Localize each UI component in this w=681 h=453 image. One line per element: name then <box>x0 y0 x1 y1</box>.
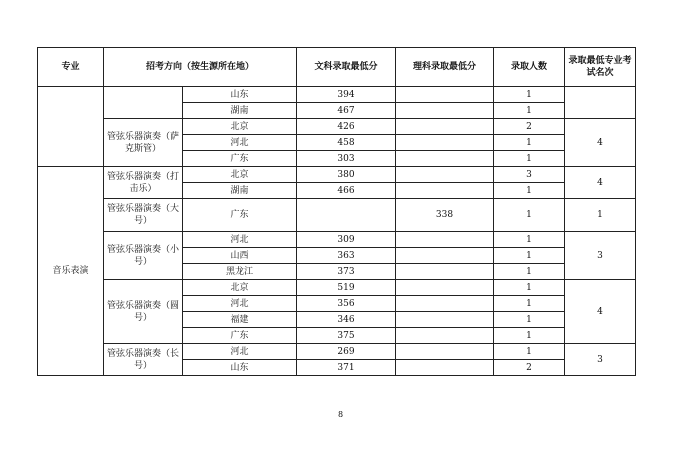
table-row <box>38 119 636 135</box>
table-row <box>38 344 636 360</box>
liberal-score-cell: 426 <box>297 119 396 135</box>
region-cell: 黑龙江 <box>183 264 297 280</box>
liberal-score-cell: 394 <box>297 87 396 103</box>
region-cell: 广东 <box>183 328 297 344</box>
science-score-cell <box>396 248 494 264</box>
science-score-cell <box>396 280 494 296</box>
rank-cell: 3 <box>565 344 636 376</box>
count-cell: 1 <box>494 312 565 328</box>
science-score-cell <box>396 360 494 376</box>
count-cell: 1 <box>494 199 565 232</box>
count-cell: 1 <box>494 151 565 167</box>
count-cell: 1 <box>494 280 565 296</box>
liberal-score-cell: 458 <box>297 135 396 151</box>
science-score-cell: 338 <box>396 199 494 232</box>
header-science-min: 理科录取最低分 <box>396 48 494 87</box>
count-cell: 1 <box>494 135 565 151</box>
science-score-cell <box>396 183 494 199</box>
liberal-score-cell: 346 <box>297 312 396 328</box>
region-cell: 山东 <box>183 360 297 376</box>
region-cell: 湖南 <box>183 103 297 119</box>
science-score-cell <box>396 135 494 151</box>
liberal-score-cell: 309 <box>297 232 396 248</box>
direction-cell: 管弦乐器演奏（萨克斯管） <box>104 119 183 167</box>
rank-cell-empty <box>565 87 636 119</box>
count-cell: 1 <box>494 328 565 344</box>
region-cell: 河北 <box>183 344 297 360</box>
liberal-score-cell: 466 <box>297 183 396 199</box>
table-row <box>38 232 636 248</box>
science-score-cell <box>396 103 494 119</box>
rank-cell: 3 <box>565 232 636 280</box>
direction-cell: 管弦乐器演奏（长号） <box>104 344 183 376</box>
region-cell: 北京 <box>183 119 297 135</box>
science-score-cell <box>396 296 494 312</box>
count-cell: 1 <box>494 264 565 280</box>
header-direction: 招考方向（按生源所在地） <box>104 48 297 87</box>
liberal-score-cell: 373 <box>297 264 396 280</box>
liberal-score-cell: 356 <box>297 296 396 312</box>
admission-table <box>37 47 636 376</box>
page-number: 8 <box>337 410 344 419</box>
count-cell: 1 <box>494 103 565 119</box>
region-cell: 山西 <box>183 248 297 264</box>
header-rank: 录取最低专业考试名次 <box>565 48 636 87</box>
region-cell: 河北 <box>183 232 297 248</box>
direction-cell-empty <box>104 87 183 119</box>
science-score-cell <box>396 151 494 167</box>
rank-cell: 1 <box>565 199 636 232</box>
header-major: 专业 <box>38 48 104 87</box>
science-score-cell <box>396 87 494 103</box>
region-cell: 河北 <box>183 135 297 151</box>
region-cell: 福建 <box>183 312 297 328</box>
direction-cell: 管弦乐器演奏（打击乐） <box>104 167 183 199</box>
major-cell-empty <box>38 87 104 167</box>
region-cell: 北京 <box>183 280 297 296</box>
direction-cell: 管弦乐器演奏（圆号） <box>104 280 183 344</box>
table-row <box>38 199 636 232</box>
region-cell: 北京 <box>183 167 297 183</box>
liberal-score-cell: 375 <box>297 328 396 344</box>
liberal-score-cell: 269 <box>297 344 396 360</box>
science-score-cell <box>396 119 494 135</box>
table-row <box>38 167 636 183</box>
science-score-cell <box>396 167 494 183</box>
liberal-score-cell: 303 <box>297 151 396 167</box>
region-cell: 广东 <box>183 151 297 167</box>
rank-cell: 4 <box>565 167 636 199</box>
science-score-cell <box>396 264 494 280</box>
liberal-score-cell: 380 <box>297 167 396 183</box>
direction-cell: 管弦乐器演奏（大号） <box>104 199 183 232</box>
major-cell: 音乐表演 <box>38 167 104 376</box>
region-cell: 湖南 <box>183 183 297 199</box>
count-cell: 2 <box>494 119 565 135</box>
count-cell: 2 <box>494 360 565 376</box>
count-cell: 1 <box>494 296 565 312</box>
liberal-score-cell <box>297 199 396 232</box>
rank-cell: 4 <box>565 119 636 167</box>
direction-cell: 管弦乐器演奏（小号） <box>104 232 183 280</box>
liberal-score-cell: 371 <box>297 360 396 376</box>
region-cell: 广东 <box>183 199 297 232</box>
count-cell: 3 <box>494 167 565 183</box>
header-liberal-min: 文科录取最低分 <box>297 48 396 87</box>
science-score-cell <box>396 312 494 328</box>
table-row <box>38 87 636 103</box>
count-cell: 1 <box>494 344 565 360</box>
count-cell: 1 <box>494 232 565 248</box>
header-row <box>38 48 636 87</box>
header-count: 录取人数 <box>494 48 565 87</box>
region-cell: 山东 <box>183 87 297 103</box>
count-cell: 1 <box>494 183 565 199</box>
rank-cell: 4 <box>565 280 636 344</box>
table-row <box>38 280 636 296</box>
count-cell: 1 <box>494 248 565 264</box>
liberal-score-cell: 467 <box>297 103 396 119</box>
science-score-cell <box>396 232 494 248</box>
science-score-cell <box>396 328 494 344</box>
science-score-cell <box>396 344 494 360</box>
count-cell: 1 <box>494 87 565 103</box>
region-cell: 河北 <box>183 296 297 312</box>
liberal-score-cell: 519 <box>297 280 396 296</box>
liberal-score-cell: 363 <box>297 248 396 264</box>
